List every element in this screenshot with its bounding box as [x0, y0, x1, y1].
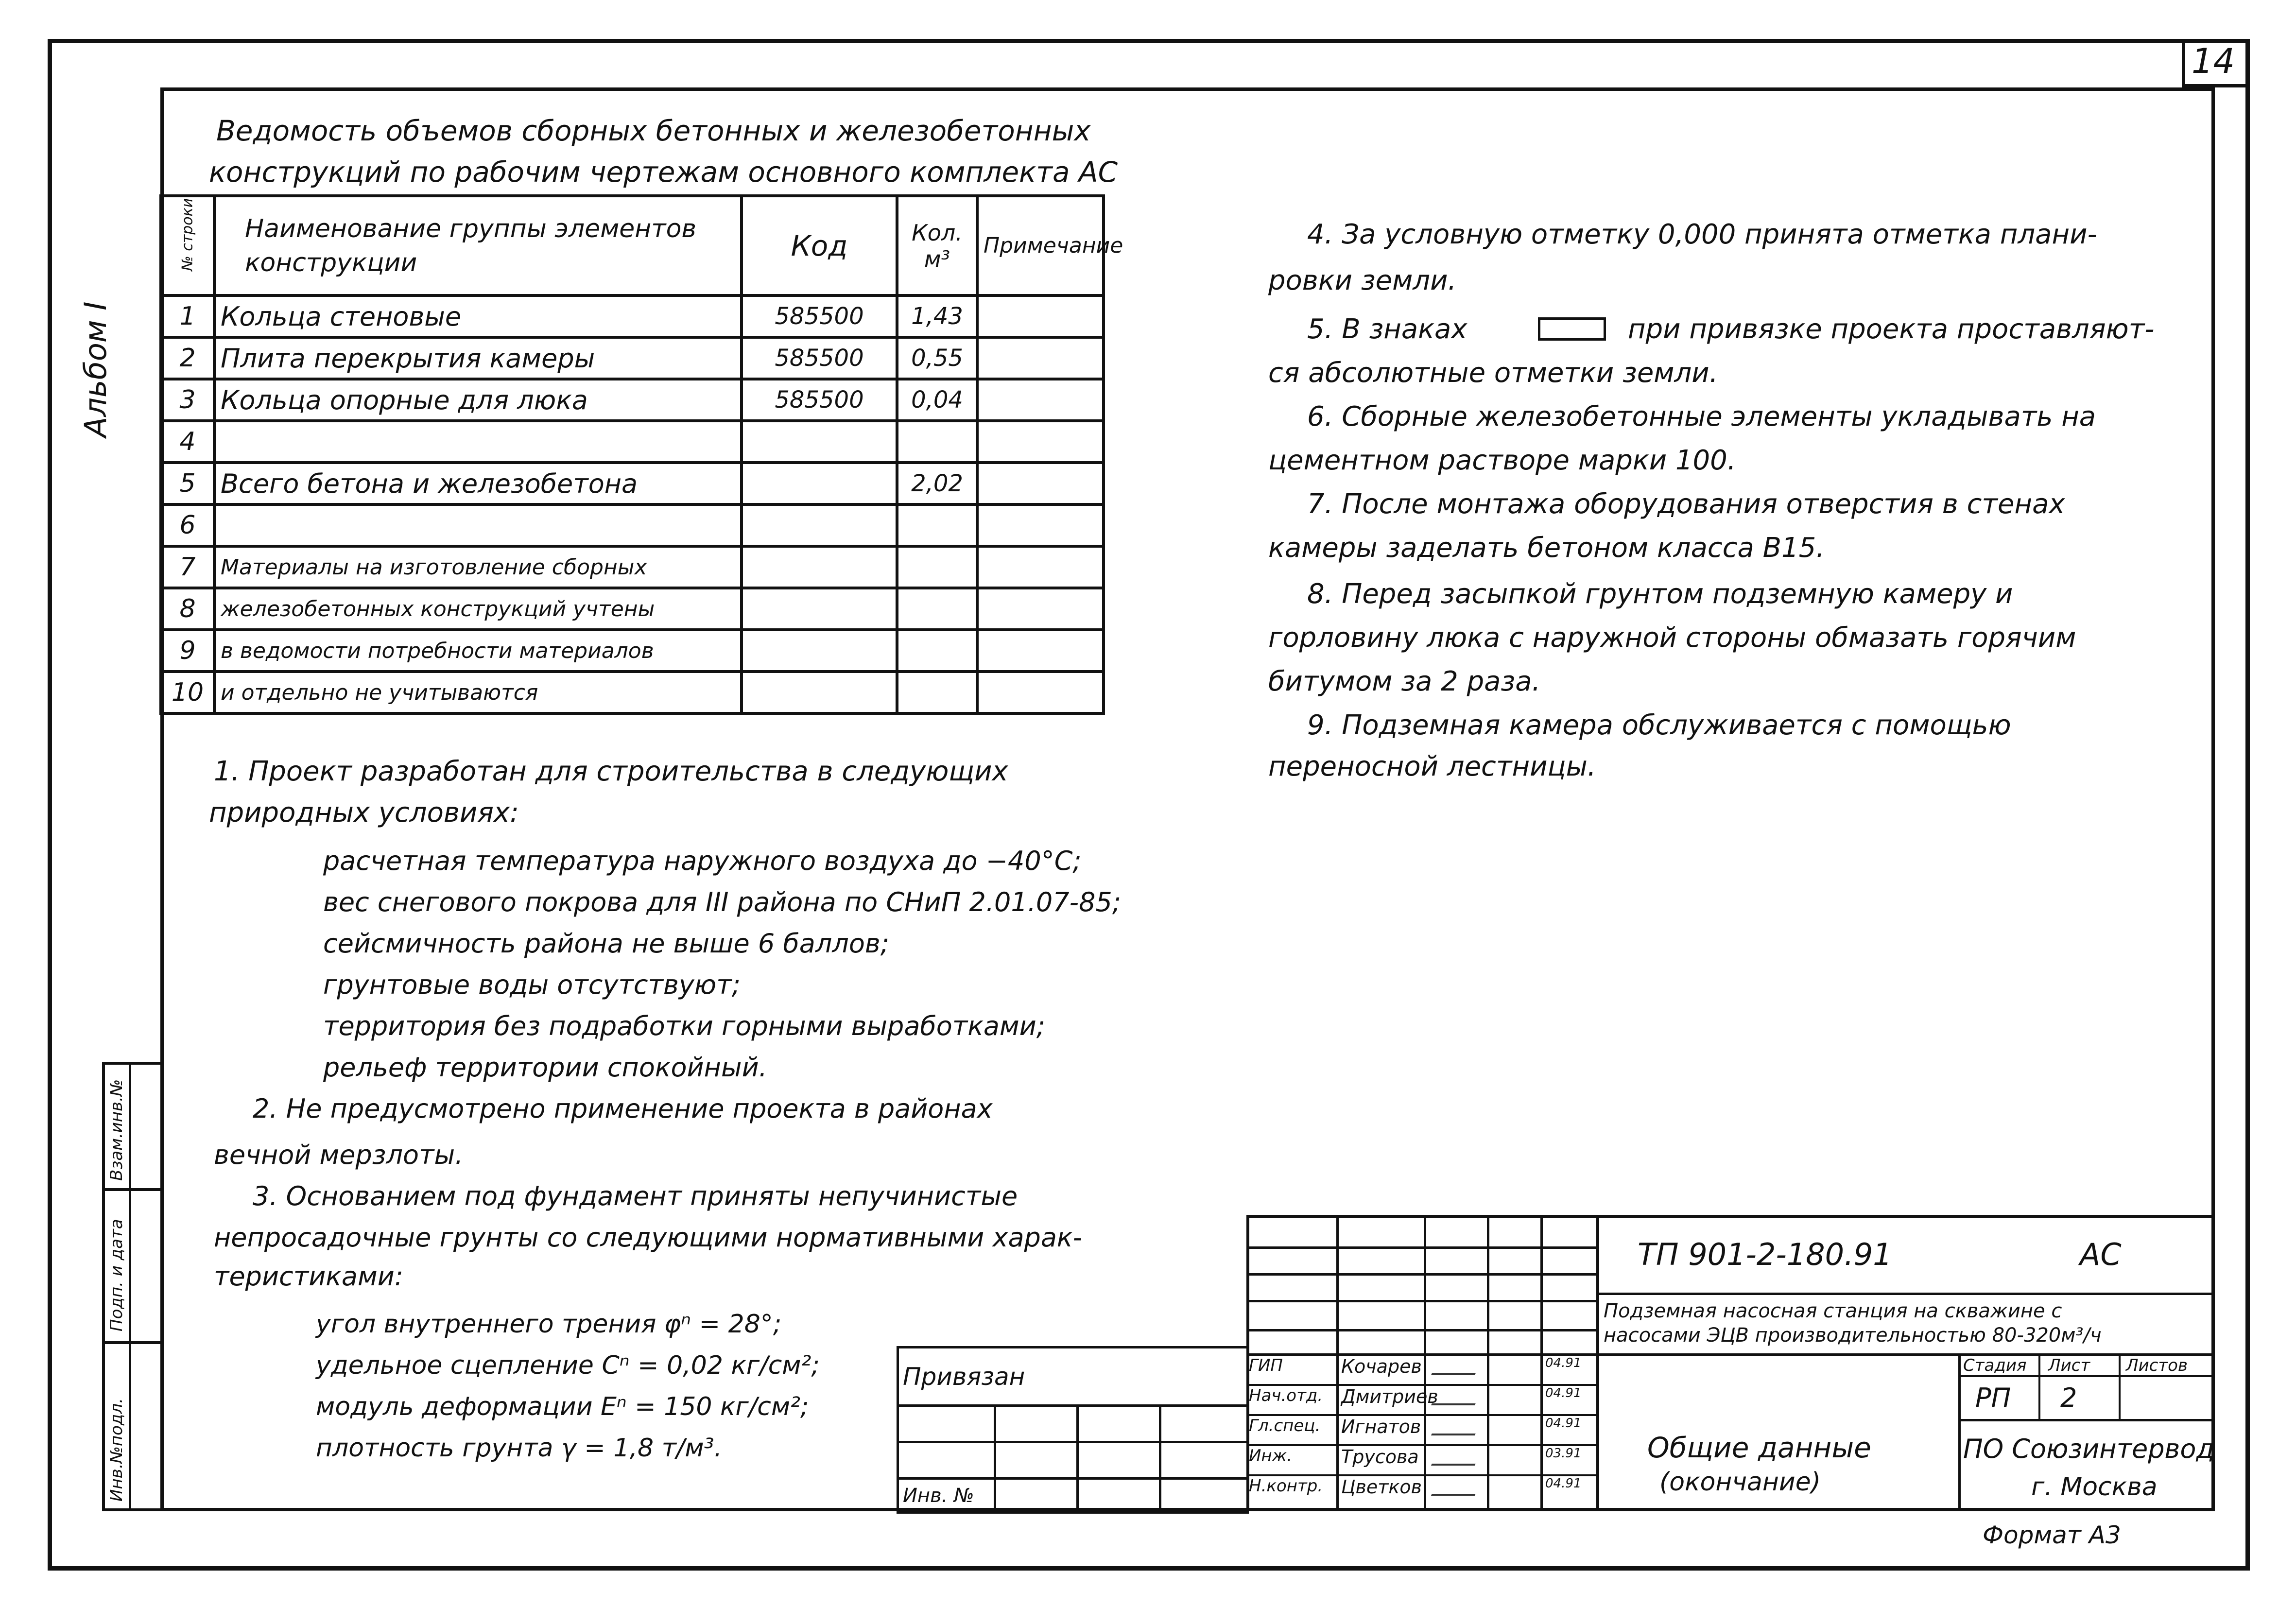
stamp-line	[1246, 1474, 1596, 1476]
row-note-cell	[977, 379, 1104, 421]
row-name-cell: Плита перекрытия камеры	[214, 337, 742, 379]
person-name: Цветков	[1341, 1476, 1422, 1498]
note-2-line1: 2. Не предусмотрено применение проекта в районах	[253, 1093, 993, 1124]
row-name-cell: железобетонных конструкций учтены	[214, 588, 742, 630]
elevation-mark-box-icon	[1538, 317, 1606, 341]
table-row	[161, 337, 1104, 379]
table-body	[161, 295, 1104, 713]
header-name	[214, 196, 742, 295]
row-name-cell: и отдельно не учитываются	[214, 672, 742, 713]
row-name-cell: Кольца опорные для люка	[214, 379, 742, 421]
signature-icon	[1431, 1365, 1480, 1375]
table-row	[161, 379, 1104, 421]
signature-icon	[1431, 1485, 1480, 1496]
row-code-cell: 585500	[742, 337, 897, 379]
stage-value: РП	[1975, 1382, 2011, 1413]
row-number-cell: 9	[161, 630, 214, 672]
person-date: 03.91	[1545, 1446, 1582, 1461]
person-role: ГИП	[1249, 1356, 1283, 1375]
note-1-line2: природных условиях:	[209, 797, 519, 829]
header-row-no	[161, 196, 214, 295]
person-role: Гл.спец.	[1249, 1416, 1321, 1435]
table-row	[161, 672, 1104, 713]
stamp-line	[1246, 1246, 1596, 1249]
table-row	[161, 421, 1104, 463]
note-6-line1: 6. Сборные железобетонные элементы укладывать на	[1307, 401, 2096, 432]
note-1-item: рельеф территории спокойный.	[323, 1052, 767, 1083]
row-code-cell	[742, 630, 897, 672]
row-note-cell	[977, 630, 1104, 672]
sheet-label: Лист	[2048, 1356, 2090, 1375]
person-role: Инж.	[1249, 1446, 1293, 1466]
row-code-cell	[742, 463, 897, 504]
stamp-line	[1540, 1215, 1543, 1511]
header-code: Код	[742, 196, 897, 295]
privyazan-cell	[995, 1479, 1078, 1513]
stamp-line	[1246, 1384, 1596, 1386]
person-name: Дмитриев	[1341, 1386, 1438, 1407]
row-qty-cell: 0,55	[897, 337, 977, 379]
note-4-line2: ровки земли.	[1268, 265, 1457, 296]
note-3-line1: 3. Основанием под фундамент приняты непучинистые	[253, 1181, 1018, 1211]
note-5-line2: ся абсолютные отметки земли.	[1268, 357, 1718, 389]
person-role: Н.контр.	[1249, 1476, 1323, 1496]
signature-icon	[1431, 1425, 1480, 1435]
table-row	[161, 630, 1104, 672]
vedomost-title-line1: Ведомость объемов сборных бетонных и железобетонных	[216, 114, 1091, 147]
stamp-line	[1246, 1273, 1596, 1276]
row-note-cell	[977, 421, 1104, 463]
row-name-cell: Кольца стеновые	[214, 295, 742, 337]
stamp-line	[1487, 1215, 1489, 1511]
privyazan-cell	[1160, 1479, 1248, 1513]
stamp-line	[1596, 1215, 1599, 1511]
note-7-line1: 7. После монтажа оборудования отверстия в стенах	[1307, 488, 2065, 520]
header-name-text: Наименование группы элементов конструкции	[245, 214, 697, 277]
privyazan-block	[897, 1346, 1249, 1514]
row-qty-cell	[897, 421, 977, 463]
row-code-cell	[742, 504, 897, 546]
note-9-line1: 9. Подземная камера обслуживается с помощью	[1307, 709, 2011, 741]
row-name-cell: Всего бетона и железобетона	[214, 463, 742, 504]
row-qty-cell	[897, 672, 977, 713]
sheets-label: Листов	[2126, 1356, 2188, 1375]
note-1-item: сейсмичность района не выше 6 баллов;	[323, 928, 889, 959]
stamp-line	[1958, 1375, 2215, 1377]
row-note-cell	[977, 546, 1104, 588]
row-qty-cell	[897, 504, 977, 546]
person-date: 04.91	[1545, 1416, 1582, 1431]
sheet-number: 14	[2192, 41, 2235, 81]
org-line2: г. Москва	[2031, 1472, 2158, 1502]
privyazan-label: Привязан	[898, 1348, 1248, 1406]
strip-inv-podl: Инв.№подл.	[107, 1398, 126, 1502]
table-row	[161, 463, 1104, 504]
privyazan-cell	[1078, 1442, 1160, 1479]
note-4-line1: 4. За условную отметку 0,000 принята отметка плани-	[1307, 219, 2097, 250]
row-number-cell: 1	[161, 295, 214, 337]
stage-label: Стадия	[1963, 1356, 2027, 1375]
stamp-line	[1246, 1329, 1596, 1331]
row-name-cell: Материалы на изготовление сборных	[214, 546, 742, 588]
note-1-item: грунтовые воды отсутствуют;	[323, 969, 741, 1000]
row-code-cell	[742, 588, 897, 630]
privyazan-cell	[995, 1442, 1078, 1479]
strip-divider	[102, 1188, 160, 1191]
strip-vzam-inv: Взам.инв.№	[107, 1079, 126, 1181]
row-code-cell: 585500	[742, 295, 897, 337]
row-name-cell	[214, 504, 742, 546]
header-qty: Кол. м³	[897, 196, 977, 295]
note-1-item: расчетная температура наружного воздуха до −40°С;	[323, 846, 1082, 876]
sheet-title-line1: Общие данные	[1647, 1431, 1871, 1464]
row-qty-cell: 1,43	[897, 295, 977, 337]
note-1-item: территория без подработки горными выработками;	[323, 1011, 1045, 1041]
person-date: 04.91	[1545, 1386, 1582, 1400]
privyazan-cell	[898, 1442, 995, 1479]
album-label: Альбом I	[78, 301, 113, 437]
note-9-line2: переносной лестницы.	[1268, 751, 1596, 782]
project-title-line1: Подземная насосная станция на скважине с	[1604, 1300, 2062, 1322]
row-note-cell	[977, 588, 1104, 630]
stamp-line	[1958, 1419, 2215, 1421]
person-date: 04.91	[1545, 1476, 1582, 1491]
note-3-line3: теристиками:	[214, 1261, 404, 1292]
row-note-cell	[977, 337, 1104, 379]
stamp-line	[1596, 1293, 2215, 1295]
doc-code: ТП 901-2-180.91	[1638, 1237, 1892, 1272]
vedomost-table	[159, 194, 1123, 715]
note-3-line2: непросадочные грунты со следующими нормативными харак-	[214, 1222, 1083, 1253]
note-8-line1: 8. Перед засыпкой грунтом подземную камеру и	[1307, 578, 2013, 610]
row-name-cell	[214, 421, 742, 463]
strip-divider	[129, 1062, 131, 1511]
stamp-line	[2119, 1353, 2121, 1419]
row-number-cell: 8	[161, 588, 214, 630]
stamp-line	[1246, 1414, 1596, 1416]
doc-mark: АС	[2080, 1237, 2122, 1272]
note-2-line2: вечной мерзлоты.	[214, 1140, 464, 1170]
row-number-cell: 5	[161, 463, 214, 504]
note-7-line2: камеры заделать бетоном класса В15.	[1268, 532, 1825, 564]
row-code-cell	[742, 672, 897, 713]
privyazan-cell	[1160, 1406, 1248, 1442]
row-code-cell: 585500	[742, 379, 897, 421]
row-number-cell: 4	[161, 421, 214, 463]
privyazan-inv-label: Инв. №	[898, 1479, 995, 1513]
stamp-line	[2038, 1353, 2040, 1419]
row-qty-cell	[897, 546, 977, 588]
table-row	[161, 295, 1104, 337]
row-number-cell: 10	[161, 672, 214, 713]
person-name: Трусова	[1341, 1446, 1419, 1468]
note-8-line2: горловину люка с наружной стороны обмазать горячим	[1268, 622, 2076, 654]
privyazan-cell	[1078, 1406, 1160, 1442]
table-header-row	[161, 196, 1104, 295]
note-3-item: плотность грунта γ = 1,8 т/м³.	[316, 1434, 723, 1463]
row-qty-cell: 0,04	[897, 379, 977, 421]
note-5-end: при привязке проекта проставляют-	[1628, 313, 2155, 345]
privyazan-cell	[1160, 1442, 1248, 1479]
format-label: Формат А3	[1983, 1521, 2121, 1549]
org-line1: ПО Союзинтервод	[1963, 1434, 2214, 1464]
privyazan-cell	[995, 1406, 1078, 1442]
row-note-cell	[977, 672, 1104, 713]
row-note-cell	[977, 504, 1104, 546]
privyazan-cell	[1078, 1479, 1160, 1513]
table-row	[161, 504, 1104, 546]
stamp-line	[1246, 1444, 1596, 1446]
stamp-line	[1336, 1215, 1339, 1511]
note-1-line1: 1. Проект разработан для строительства в следующих	[214, 756, 1008, 787]
table-row	[161, 588, 1104, 630]
row-number-cell: 2	[161, 337, 214, 379]
signature-icon	[1431, 1395, 1480, 1405]
note-3-item: угол внутреннего трения φⁿ = 28°;	[316, 1310, 782, 1339]
note-6-line2: цементном растворе марки 100.	[1268, 445, 1736, 476]
header-row-no-text: № строки	[179, 198, 196, 271]
row-code-cell	[742, 546, 897, 588]
table-row	[161, 546, 1104, 588]
row-number-cell: 3	[161, 379, 214, 421]
strip-podp-data: Подп. и дата	[107, 1219, 126, 1331]
row-qty-cell: 2,02	[897, 463, 977, 504]
person-date: 04.91	[1545, 1356, 1582, 1370]
sheet-value: 2	[2060, 1382, 2077, 1413]
row-name-cell: в ведомости потребности материалов	[214, 630, 742, 672]
note-1-item: вес снегового покрова для III района по СНиП 2.01.07-85;	[323, 887, 1122, 917]
note-3-item: модуль деформации Еⁿ = 150 кг/см²;	[316, 1392, 809, 1421]
row-qty-cell	[897, 630, 977, 672]
strip-divider	[102, 1341, 160, 1344]
person-name: Кочарев	[1341, 1356, 1422, 1377]
stamp-line	[1958, 1353, 1961, 1511]
stamp-line	[1424, 1215, 1426, 1511]
privyazan-cell	[898, 1406, 995, 1442]
stamp-line	[1246, 1300, 1596, 1302]
row-number-cell: 7	[161, 546, 214, 588]
vedomost-title-line2: конструкций по рабочим чертежам основного комплекта АС	[209, 156, 1118, 189]
header-note: Примечание	[977, 196, 1104, 295]
note-3-item: удельное сцепление Сⁿ = 0,02 кг/см²;	[316, 1351, 820, 1380]
row-qty-cell	[897, 588, 977, 630]
stamp-line	[1596, 1353, 2215, 1356]
row-note-cell	[977, 295, 1104, 337]
person-role: Нач.отд.	[1249, 1386, 1323, 1405]
row-note-cell	[977, 463, 1104, 504]
person-name: Игнатов	[1341, 1416, 1421, 1437]
sheet-title-line2: (окончание)	[1659, 1468, 1821, 1497]
note-8-line3: битумом за 2 раза.	[1268, 666, 1541, 697]
note-5-start: 5. В знаках	[1307, 313, 1467, 345]
project-title-line2: насосами ЭЦВ производительностью 80-320м³/ч	[1604, 1324, 2102, 1347]
signature-icon	[1431, 1455, 1480, 1466]
row-code-cell	[742, 421, 897, 463]
row-number-cell: 6	[161, 504, 214, 546]
